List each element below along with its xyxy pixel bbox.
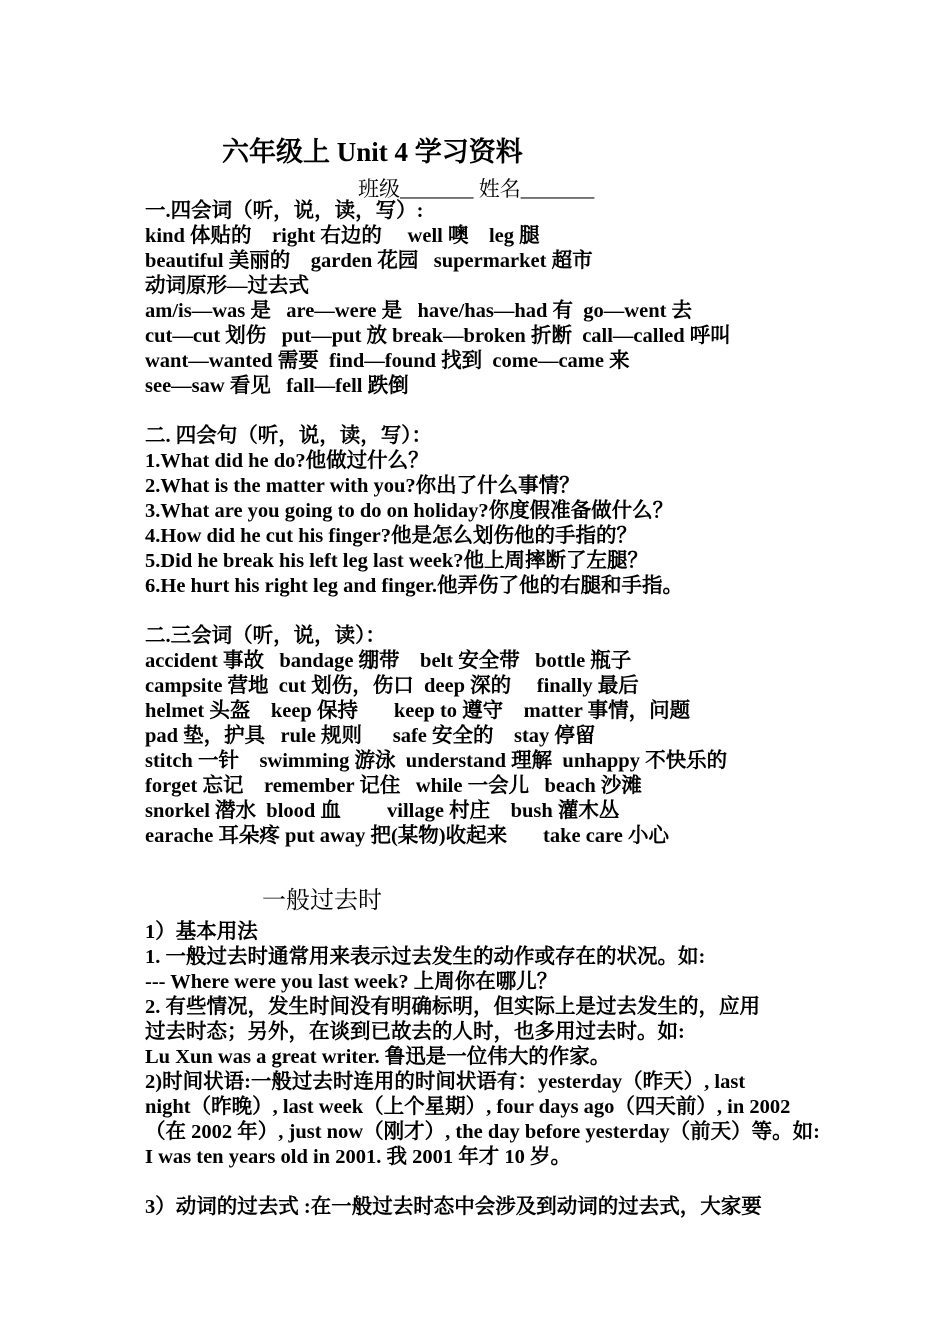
page-title: 六年级上 Unit 4 学习资料 xyxy=(222,137,523,167)
text-line: 6.He hurt his right leg and finger.他弄伤了他的右腿和手指。 xyxy=(145,575,683,597)
class-name-line: 班级_______ 姓名_______ xyxy=(358,177,595,201)
text-line: 5.Did he break his left leg last week?他上周摔断了左腿？ xyxy=(145,550,649,572)
text-line xyxy=(145,599,825,624)
text-line: 2.What is the matter with you?你出了什么事情？ xyxy=(145,475,580,497)
text-line: 4.How did he cut his finger?他是怎么划伤他的手指的？ xyxy=(145,525,638,547)
text-line: am/is—was 是 are—were 是 have/has—had 有 go—went 去 xyxy=(145,300,693,322)
text-line: （在 2002 年）, just now（刚才）, the day before yesterday（前天）等。如: xyxy=(145,1121,820,1143)
text-line: beautiful 美丽的 garden 花园 supermarket 超市 xyxy=(145,250,593,272)
text-line: want—wanted 需要 find—found 找到 come—came 来 xyxy=(145,350,630,372)
text-line: 二. 四会句（听，说，读，写）： xyxy=(145,425,432,447)
text-line: 3.What are you going to do on holiday?你度假准备做什么？ xyxy=(145,500,674,522)
text-line xyxy=(145,1170,825,1195)
text-line: campsite 营地 cut 划伤，伤口 deep 深的 finally 最后 xyxy=(145,675,639,697)
text-line: cut—cut 划伤 put—put 放 break—broken 折断 call—called 呼叫 xyxy=(145,325,731,347)
text-line: pad 垫，护具 rule 规则 safe 安全的 stay 停留 xyxy=(145,725,596,747)
section-subtitle: 一般过去时 xyxy=(262,888,382,914)
text-line: 1. 一般过去时通常用来表示过去发生的动作或存在的状况。如: xyxy=(145,946,706,968)
text-line: 二.三会词（听，说，读）： xyxy=(145,625,386,647)
text-line: kind 体贴的 right 右边的 well 噢 leg 腿 xyxy=(145,225,540,247)
text-line: stitch 一针 swimming 游泳 understand 理解 unhappy 不快乐的 xyxy=(145,750,728,772)
text-line: 1.What did he do?他做过什么？ xyxy=(145,450,429,472)
section-vocabulary xyxy=(145,199,825,849)
text-line: helmet 头盔 keep 保持 keep to 遵守 matter 事情，问题 xyxy=(145,700,691,722)
text-line: Lu Xun was a great writer. 鲁迅是一位伟大的作家。 xyxy=(145,1046,611,1068)
text-line: earache 耳朵疼 put away 把(某物)收起来 take care 小心 xyxy=(145,825,670,847)
text-line: I was ten years old in 2001. 我 2001 年才 10 岁。 xyxy=(145,1146,571,1168)
text-line: snorkel 潜水 blood 血 village 村庄 bush 灌木丛 xyxy=(145,800,620,822)
text-line: accident 事故 bandage 绷带 belt 安全带 bottle 瓶子 xyxy=(145,650,632,672)
text-line: 一.四会词（听，说，读，写）: xyxy=(145,200,424,222)
text-line: 1）基本用法 xyxy=(145,921,258,943)
section-grammar xyxy=(145,920,825,1220)
text-line: 2. 有些情况，发生时间没有明确标明，但实际上是过去发生的，应用 xyxy=(145,996,760,1018)
text-line: 3）动词的过去式 :在一般过去时态中会涉及到动词的过去式，大家要 xyxy=(145,1196,762,1218)
text-line: 动词原形—过去式 xyxy=(145,275,309,297)
text-line xyxy=(145,399,825,424)
text-line: --- Where were you last week? 上周你在哪儿？ xyxy=(145,971,558,993)
text-line: see—saw 看见 fall—fell 跌倒 xyxy=(145,375,409,397)
text-line: 过去时态；另外，在谈到已故去的人时，也多用过去时。如: xyxy=(145,1021,685,1043)
text-line: 2)时间状语:一般过去时连用的时间状语有：yesterday（昨天）, last xyxy=(145,1071,746,1093)
text-line: night（昨晚）, last week（上个星期）, four days ago（四天前）, in 2002 xyxy=(145,1096,791,1118)
text-line: forget 忘记 remember 记住 while 一会儿 beach 沙滩 xyxy=(145,775,642,797)
